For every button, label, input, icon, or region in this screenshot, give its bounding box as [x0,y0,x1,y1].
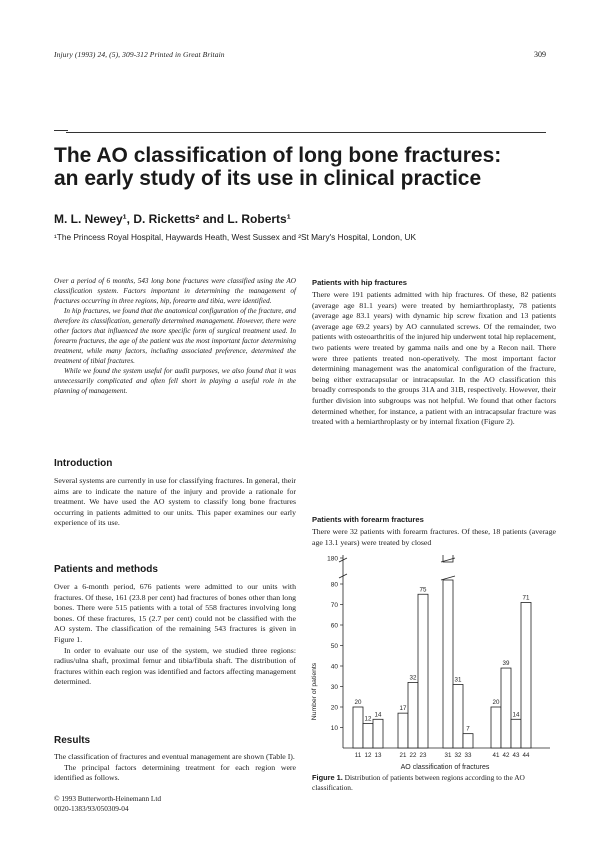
x-tick-label: 12 [364,752,372,759]
bar [501,668,511,748]
bar-value-label: 31 [454,676,462,684]
x-tick-label: 32 [454,752,462,759]
forearm-body [312,527,556,548]
journal-citation: Injury (1993) 24, (5), 309-312 Printed in Great Britain [54,50,225,59]
x-tick-label: 21 [399,752,407,759]
bar-value-label: 7 [466,725,470,733]
bar-value-label: 20 [492,699,500,706]
title-line-1: The AO classification of long bone fractures: [54,144,502,167]
x-tick-label: 23 [419,752,427,759]
bar [521,602,531,748]
abstract-paragraph: Over a period of 6 months, 543 long bone fractures were classified using the AO classification system. Factors important in determining the management of fractures occurring in three regions, hip, forearm and tibia, were identified. [54,277,296,305]
introduction-body [54,476,296,529]
bar-value-label: 17 [399,705,407,713]
x-tick-label: 42 [502,752,510,759]
y-tick-label: 10 [330,725,338,732]
x-tick-label: 13 [374,752,382,759]
x-tick-label: 33 [464,752,472,759]
figure-1-bar-chart [305,555,555,770]
bar [443,580,453,748]
body-paragraph: Several systems are currently in use for classifying fractures. In general, their aims are to indicate the nature of the injury and provide a rationale for treatment. We have used the AO system to classify long bone fractures occurring in patients admitted to our units. This paper examines our early experience of its use. [54,476,296,528]
bar [418,594,428,748]
body-paragraph: There were 32 patients with forearm fractures. Of these, 18 patients (average age 13.1 years) were treated by closed [312,527,556,547]
caption-label: Figure 1. [312,773,343,782]
bar-value-label: 14 [374,711,382,719]
abstract [54,276,296,396]
methods-body [54,582,296,688]
bar-value-label: 20 [354,699,362,706]
body-paragraph: Over a 6-month period, 676 patients were admitted to our units with fractures. Of these, 161 (23.8 per cent) had fractures of bones other than long bones. There were 515 patients with a total of 558 fractures involving long bones. Of these fractures, 15 (2.7 per cent) could not be classified with the AO system. The classification of the remaining 543 fractures is given in Figure 1. [54,582,296,644]
hip-heading: Patients with hip fractures [312,278,407,287]
body-paragraph: There were 191 patients admitted with hip fractures. Of these, 82 patients (average age 81.1 years) were treated by hemiarthroplasty, 78 patients (average age 83.1 years) with dynamic hip screw fixation and 13 patients (average age 69.2 years) by AO cannulated screws. Of the remainder, two patients with osteoarthritis of the injured hip underwent total hip replacement, two patients were treated by gamma nails and one by a Recon nail. There were three patients treated non-operatively. The most important factor determining management was the anatomical configuration of the fracture, being either extracapsular or intracapsular. In the AO classification this broadly corresponds to the groups 31A and 31B, respectively. However, their further division into subgroups was not helpful. We found that other factors determined whether, for instance, a patient with an intracapsular fracture was treated with a hemiarthroplasty or by internal fixation (Figure 2). [312,290,556,427]
y-tick-label: 30 [330,684,338,691]
bar [373,719,383,748]
x-tick-label: 22 [409,752,417,759]
bar [363,723,373,748]
x-axis-label: AO classification of fractures [400,764,490,770]
body-paragraph: In order to evaluate our use of the system, we studied three regions: radius/ulna shaft, proximal femur and tibia/fibula shaft. The distribution of fractures within each region was identified and factors affecting management determined. [54,645,296,687]
issn-line: 0020-1383/93/050309-04 [54,804,129,813]
bar-break-mark [441,576,455,580]
bar [491,707,501,748]
y-tick-label: 40 [330,663,338,671]
x-tick-label: 11 [354,752,362,759]
forearm-heading: Patients with forearm fractures [312,515,424,524]
bar-value-label: 12 [364,715,372,723]
copyright-line: © 1993 Butterworth-Heinemann Ltd [54,794,162,803]
y-tick-label: 70 [330,602,338,609]
bar-value-label: 71 [522,594,530,602]
body-paragraph: The classification of fractures and eventual management are shown (Table I). [54,752,295,761]
bar-value-label: 75 [419,586,427,594]
abstract-paragraph: While we found the system useful for audit purposes, we also found that it was unnecessarily complicated and often fell short in playing a useful role in the planning of management. [54,367,296,395]
x-tick-label: 43 [512,752,520,759]
figure-caption [312,773,556,793]
bar [408,682,418,748]
bar-value-label: 39 [502,660,510,668]
y-tick-label: 180 [327,555,338,563]
copyright-footer [54,794,161,814]
y-axis-label: Number of patients [311,662,318,721]
article-title [54,144,554,190]
affiliation: ¹The Princess Royal Hospital, Haywards Heath, West Sussex and ²St Mary's Hospital, London, UK [54,232,417,242]
bar-value-label: 14 [512,711,520,719]
methods-heading: Patients and methods [54,564,158,575]
results-heading: Results [54,735,91,746]
bar [463,734,473,748]
results-body [54,752,296,784]
body-paragraph: The principal factors determining treatment for each region were identified as follows. [54,762,296,783]
abstract-paragraph: In hip fractures, we found that the anatomical configuration of the fracture, and therefore its classification, generally determined management. However, there were other factors that influenced the more specific form of surgical treatment used. In forearm fractures, the age of the patient was the most important factor determining treatment, while many factors, including associated preference, determined the treatment of tibial fractures. [54,307,296,365]
title-rule-short [54,130,68,131]
author-list: M. L. Newey¹, D. Ricketts² and L. Roberts¹ [54,212,291,226]
bar [353,707,363,748]
x-tick-label: 31 [444,752,452,759]
caption-text: Distribution of patients between regions according to the AO classification. [312,773,525,792]
x-tick-label: 41 [492,752,500,759]
title-line-2: an early study of its use in clinical practice [54,167,482,190]
title-rule [66,132,546,133]
hip-body [312,290,556,428]
bar-value-label: 32 [409,674,417,682]
introduction-heading: Introduction [54,458,113,469]
y-tick-label: 50 [330,643,338,650]
page-number: 309 [534,50,546,59]
bar [453,684,463,748]
bar [398,713,408,748]
y-tick-label: 20 [330,704,338,712]
y-tick-label: 80 [330,581,338,589]
y-tick-label: 60 [330,622,338,630]
x-tick-label: 44 [522,752,530,759]
bar [511,719,521,748]
